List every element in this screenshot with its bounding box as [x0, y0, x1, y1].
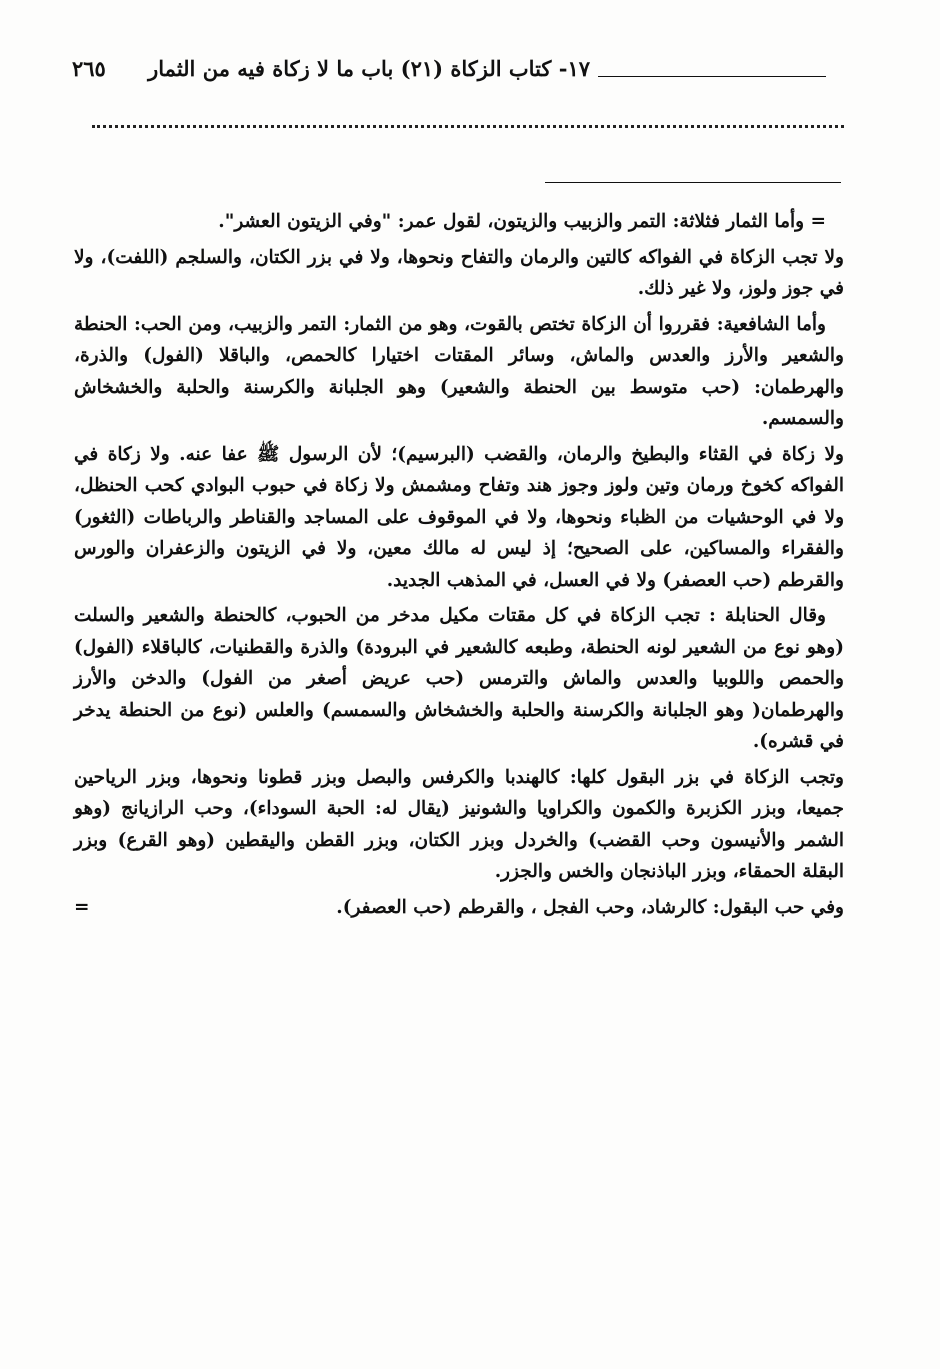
paragraph: ولا تجب الزكاة في الفواكه كالتين والرمان والتفاح ونحوها، ولا في بزر الكتان، والسلجم (اللفت)، ولا في جوز ولوز، ولا غير ذلك.: [74, 246, 844, 299]
paragraph: وتجب الزكاة في بزر البقول كلها: كالهندبا والكرفس والبصل وبزر قطونا ونحوها، وبزر الرياحين جميعا، وبزر الكزبرة والكمون والكراويا والشونيز (يقال له: الحبة السوداء)، وحب الرازيانج (وهو الشمر والأنيسون وحب القضب) والخردل وبزر الكتان، وبزر القطن واليقطين (وهو القرع) وبزر البقلة الحمقاء، وبزر الباذنجان والخس والجزر.: [74, 766, 844, 882]
footnote-rule: [545, 182, 841, 183]
header-rule: [598, 76, 826, 77]
paragraph: وقال الحنابلة : تجب الزكاة في كل مقتات مكيل مدخر من الحبوب، كالحنطة والشعير والسلت (وهو نوع من الشعير لونه الحنطة، وطبعه كالشعير في البرودة) والذرة والقطنيات، كالباقلاء (الفول) والحمص واللوبيا والعدس والماش والترمس (حب عريض أصغر من الفول) والدخن والأرز والهرطمان( وهو الجلبانة والكرسنة والحلبة والخشخاش والسمسم) والعلس (نوع من الحنطة يدخر في قشره).: [74, 605, 844, 752]
dotted-separator: [92, 125, 844, 128]
paragraph: وأما الشافعية: فقرروا أن الزكاة تختص بالقوت، وهو من الثمار: التمر والزبيب، ومن الحب: الحنطة والشعير والأرز والعدس والماش، وسائر المقتات اختيارا كالحمص، والباقلا (الفول) والذرة، والهرطمان: (حب متوسط بين الحنطة والشعير) وهو الجلبانة والكرسنة والحلبة والخشخاش والسمسم.: [74, 313, 844, 429]
continuation-mark: =: [74, 896, 90, 918]
paragraph-last: [74, 892, 844, 924]
paragraph: ولا زكاة في القثاء والبطيخ والرمان، والقضب (البرسيم)؛ لأن الرسول ﷺ عفا عنه. ولا زكاة في الفواكه كخوخ ورمان وتين ولوز وجوز هند وتفاح ومشمش ولا زكاة في حبوب البوادي كحب الحنظل، ولا في الوحشيات من الظباء ونحوها، ولا في الموقوف على المساجد والقناطر والرباطات (الثغور) والفقراء والمساكين، على الصحيح؛ إذ ليس له مالك معين، ولا في الزيتون والزعفران والورس والقرطم (حب العصفر) ولا في العسل، في المذهب الجديد.: [74, 443, 844, 591]
paragraph: = وأما الثمار فثلاثة: التمر والزبيب والزيتون، لقول عمر: "وفي الزيتون العشر".: [218, 211, 826, 232]
footnote-text: [74, 206, 844, 927]
header-title: ١٧- كتاب الزكاة (٢١) باب ما لا زكاة فيه من الثمار: [148, 56, 590, 81]
page-number: ٢٦٥: [72, 56, 106, 81]
running-header: [72, 50, 840, 90]
paragraph-text: وفي حب البقول: كالرشاد، وحب الفجل ، والقرطم (حب العصفر).: [336, 896, 844, 918]
